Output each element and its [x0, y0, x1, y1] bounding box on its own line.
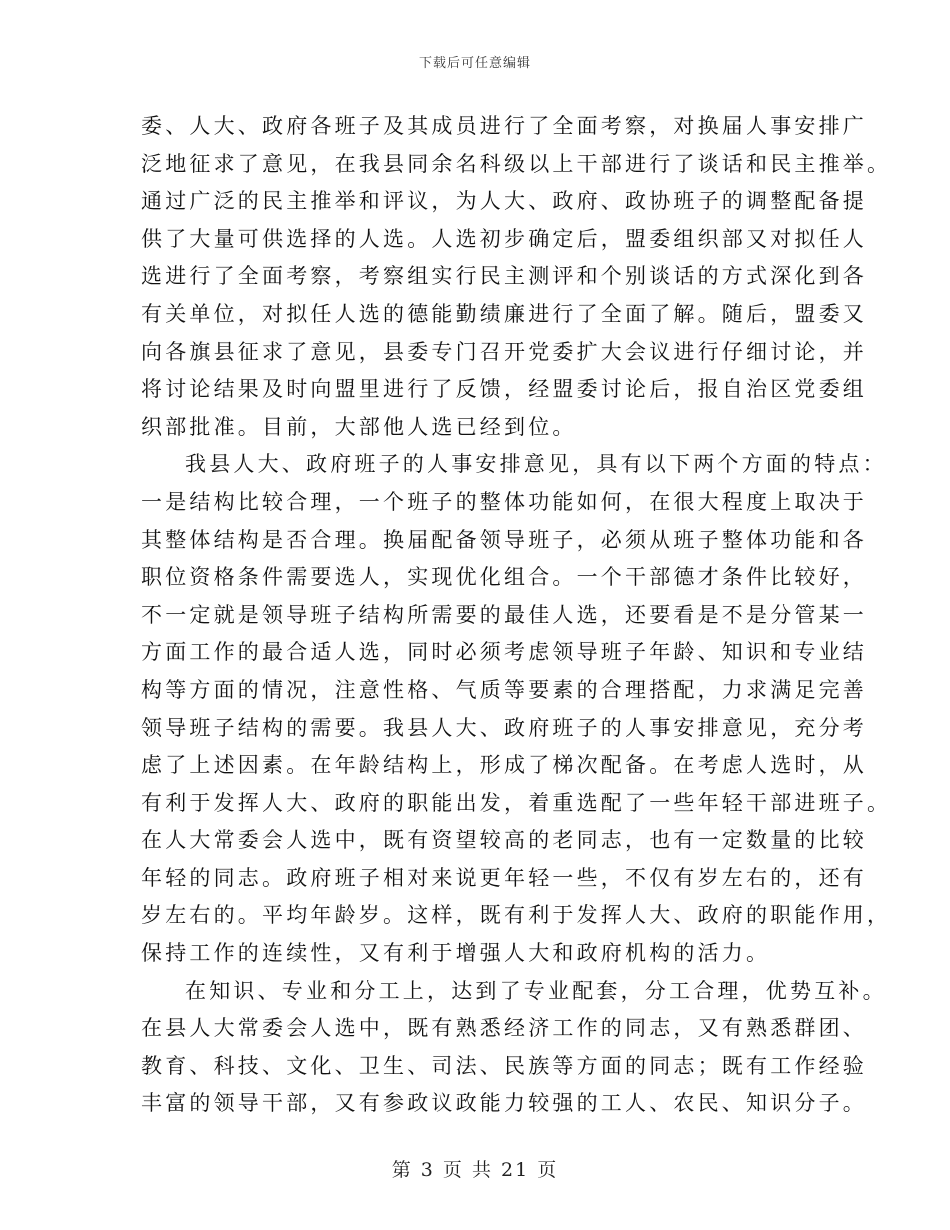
text-line: 不一定就是领导班子结构所需要的最佳人选，还要看是不是分管某一 [141, 602, 867, 627]
text-line: 选进行了全面考察，考察组实行民主测评和个别谈话的方式深化到各 [141, 264, 867, 289]
text-line: 有利于发挥人大、政府的职能出发，着重选配了一些年轻干部进班子。 [141, 790, 892, 815]
document-body [141, 108, 892, 1123]
text-line: 一是结构比较合理，一个班子的整体功能如何，在很大程度上取决于 [141, 489, 867, 514]
text-line: 向各旗县征求了意见，县委专门召开党委扩大会议进行仔细讨论，并 [141, 339, 867, 364]
text-line: 虑了上述因素。在年龄结构上，形成了梯次配备。在考虑人选时，从 [141, 753, 867, 778]
text-line: 在县人大常委会人选中，既有熟悉经济工作的同志，又有熟悉群团、 [141, 1016, 867, 1041]
text-line: 有关单位，对拟任人选的德能勤绩廉进行了全面了解。随后，盟委又 [141, 301, 867, 326]
page-footer: 第 3 页 共 21 页 [391, 1159, 559, 1181]
text-line: 岁左右的。平均年龄岁。这样，既有利于发挥人大、政府的职能作用， [141, 903, 892, 928]
page-header: 下载后可任意编辑 [418, 56, 531, 71]
text-line: 方面工作的最合适人选，同时必须考虑领导班子年龄、知识和专业结 [141, 640, 867, 665]
text-line: 丰富的领导干部，又有参政议政能力较强的工人、农民、知识分子。 [141, 1091, 867, 1116]
text-line: 委、人大、政府各班子及其成员进行了全面考察，对换届人事安排广 [141, 114, 867, 138]
text-line: 将讨论结果及时向盟里进行了反馈，经盟委讨论后，报自治区党委组 [141, 377, 867, 402]
text-line: 保持工作的连续性，又有利于增强人大和政府机构的活力。 [141, 941, 771, 966]
text-line: 泛地征求了意见，在我县同余名科级以上干部进行了谈话和民主推举。 [141, 151, 892, 176]
text-line: 织部批准。目前，大部他人选已经到位。 [141, 414, 577, 439]
paragraph-start-line: 在知识、专业和分工上，达到了专业配套，分工合理，优势互补。 [185, 978, 887, 1003]
text-line: 其整体结构是否合理。换届配备领导班子，必须从班子整体功能和各 [141, 527, 867, 552]
text-line: 供了大量可供选择的人选。人选初步确定后，盟委组织部又对拟任人 [141, 226, 867, 251]
text-line: 领导班子结构的需要。我县人大、政府班子的人事安排意见，充分考 [141, 715, 867, 740]
text-line: 通过广泛的民主推举和评议，为人大、政府、政协班子的调整配备提 [141, 189, 867, 214]
paragraph-start-line: 我县人大、政府班子的人事安排意见，具有以下两个方面的特点： [185, 452, 887, 477]
text-line: 职位资格条件需要选人，实现优化组合。一个干部德才条件比较好， [141, 565, 867, 590]
text-line: 构等方面的情况，注意性格、气质等要素的合理搭配，力求满足完善 [141, 677, 867, 702]
text-line: 教育、科技、文化、卫生、司法、民族等方面的同志；既有工作经验 [141, 1053, 867, 1078]
text-line: 在人大常委会人选中，既有资望较高的老同志，也有一定数量的比较 [141, 828, 867, 853]
text-line: 年轻的同志。政府班子相对来说更年轻一些，不仅有岁左右的，还有 [141, 865, 867, 890]
